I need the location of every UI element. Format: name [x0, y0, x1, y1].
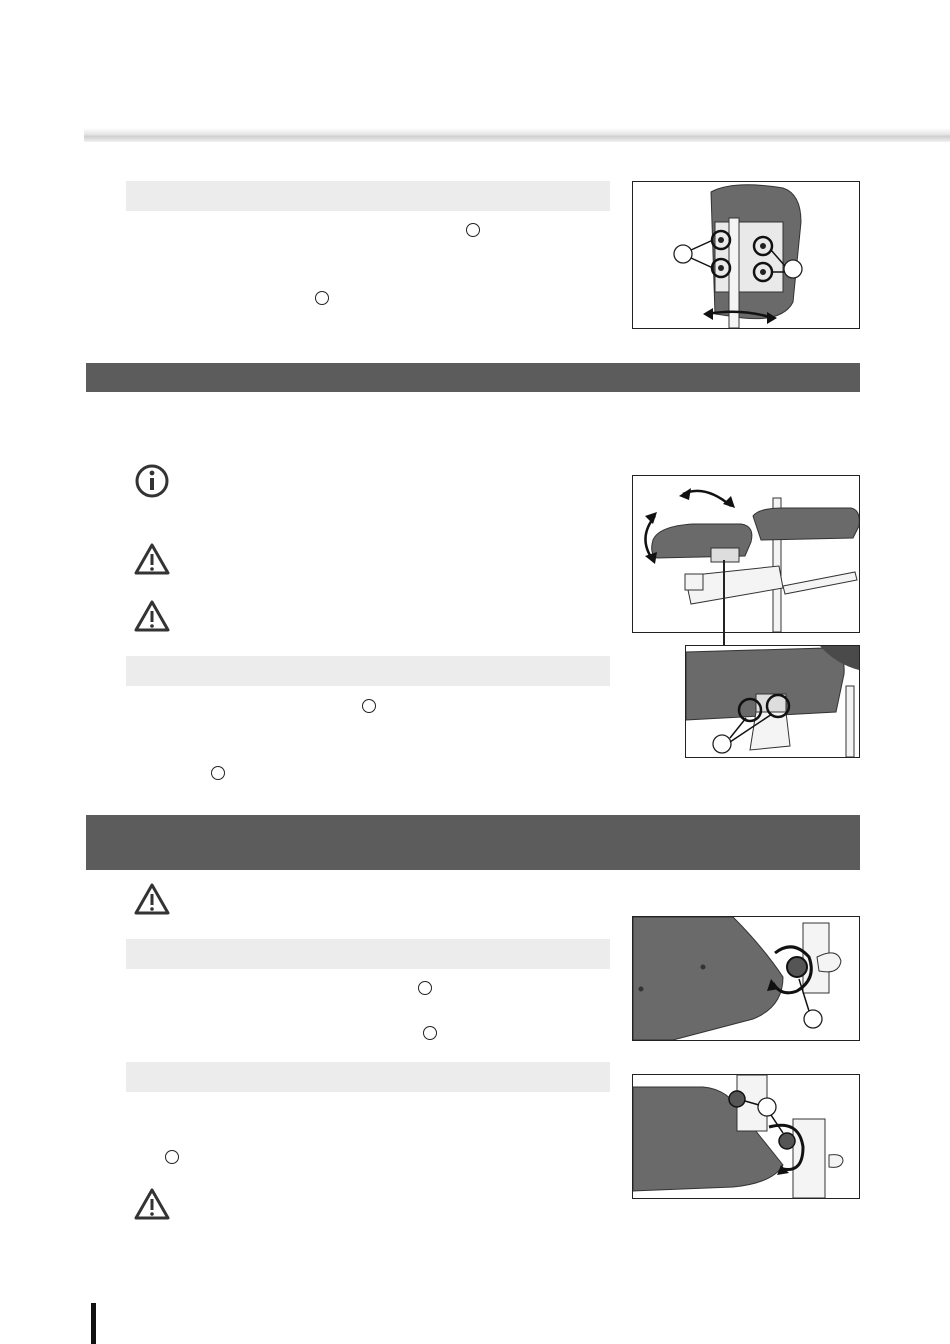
callout-marker [466, 223, 480, 237]
header-rule [84, 128, 950, 142]
armrest-rotation-figure [632, 475, 860, 633]
callout-marker [418, 981, 432, 995]
callout-marker [423, 1026, 437, 1040]
callout-marker [211, 766, 225, 780]
seat-knob-figure [632, 916, 860, 1041]
subheading-band-3 [126, 939, 610, 969]
subheading-band-4 [126, 1062, 610, 1092]
armrest-detail-figure [685, 645, 860, 758]
warning-icon [134, 1187, 170, 1221]
warning-icon [134, 599, 170, 633]
subheading-band-2 [126, 656, 610, 686]
info-icon [134, 463, 170, 499]
section-header-bar-1 [86, 363, 860, 392]
warning-icon [134, 882, 170, 916]
callout-marker [315, 291, 329, 305]
callout-marker [165, 1150, 179, 1164]
backrest-bolts-figure [632, 181, 860, 329]
section-header-bar-2 [86, 815, 860, 870]
page-edge-rule [91, 1303, 96, 1344]
subheading-band-1 [126, 181, 610, 211]
seat-bracket-figure [632, 1074, 860, 1199]
warning-icon [134, 542, 170, 576]
detail-connector-line [723, 560, 725, 646]
callout-marker [362, 699, 376, 713]
